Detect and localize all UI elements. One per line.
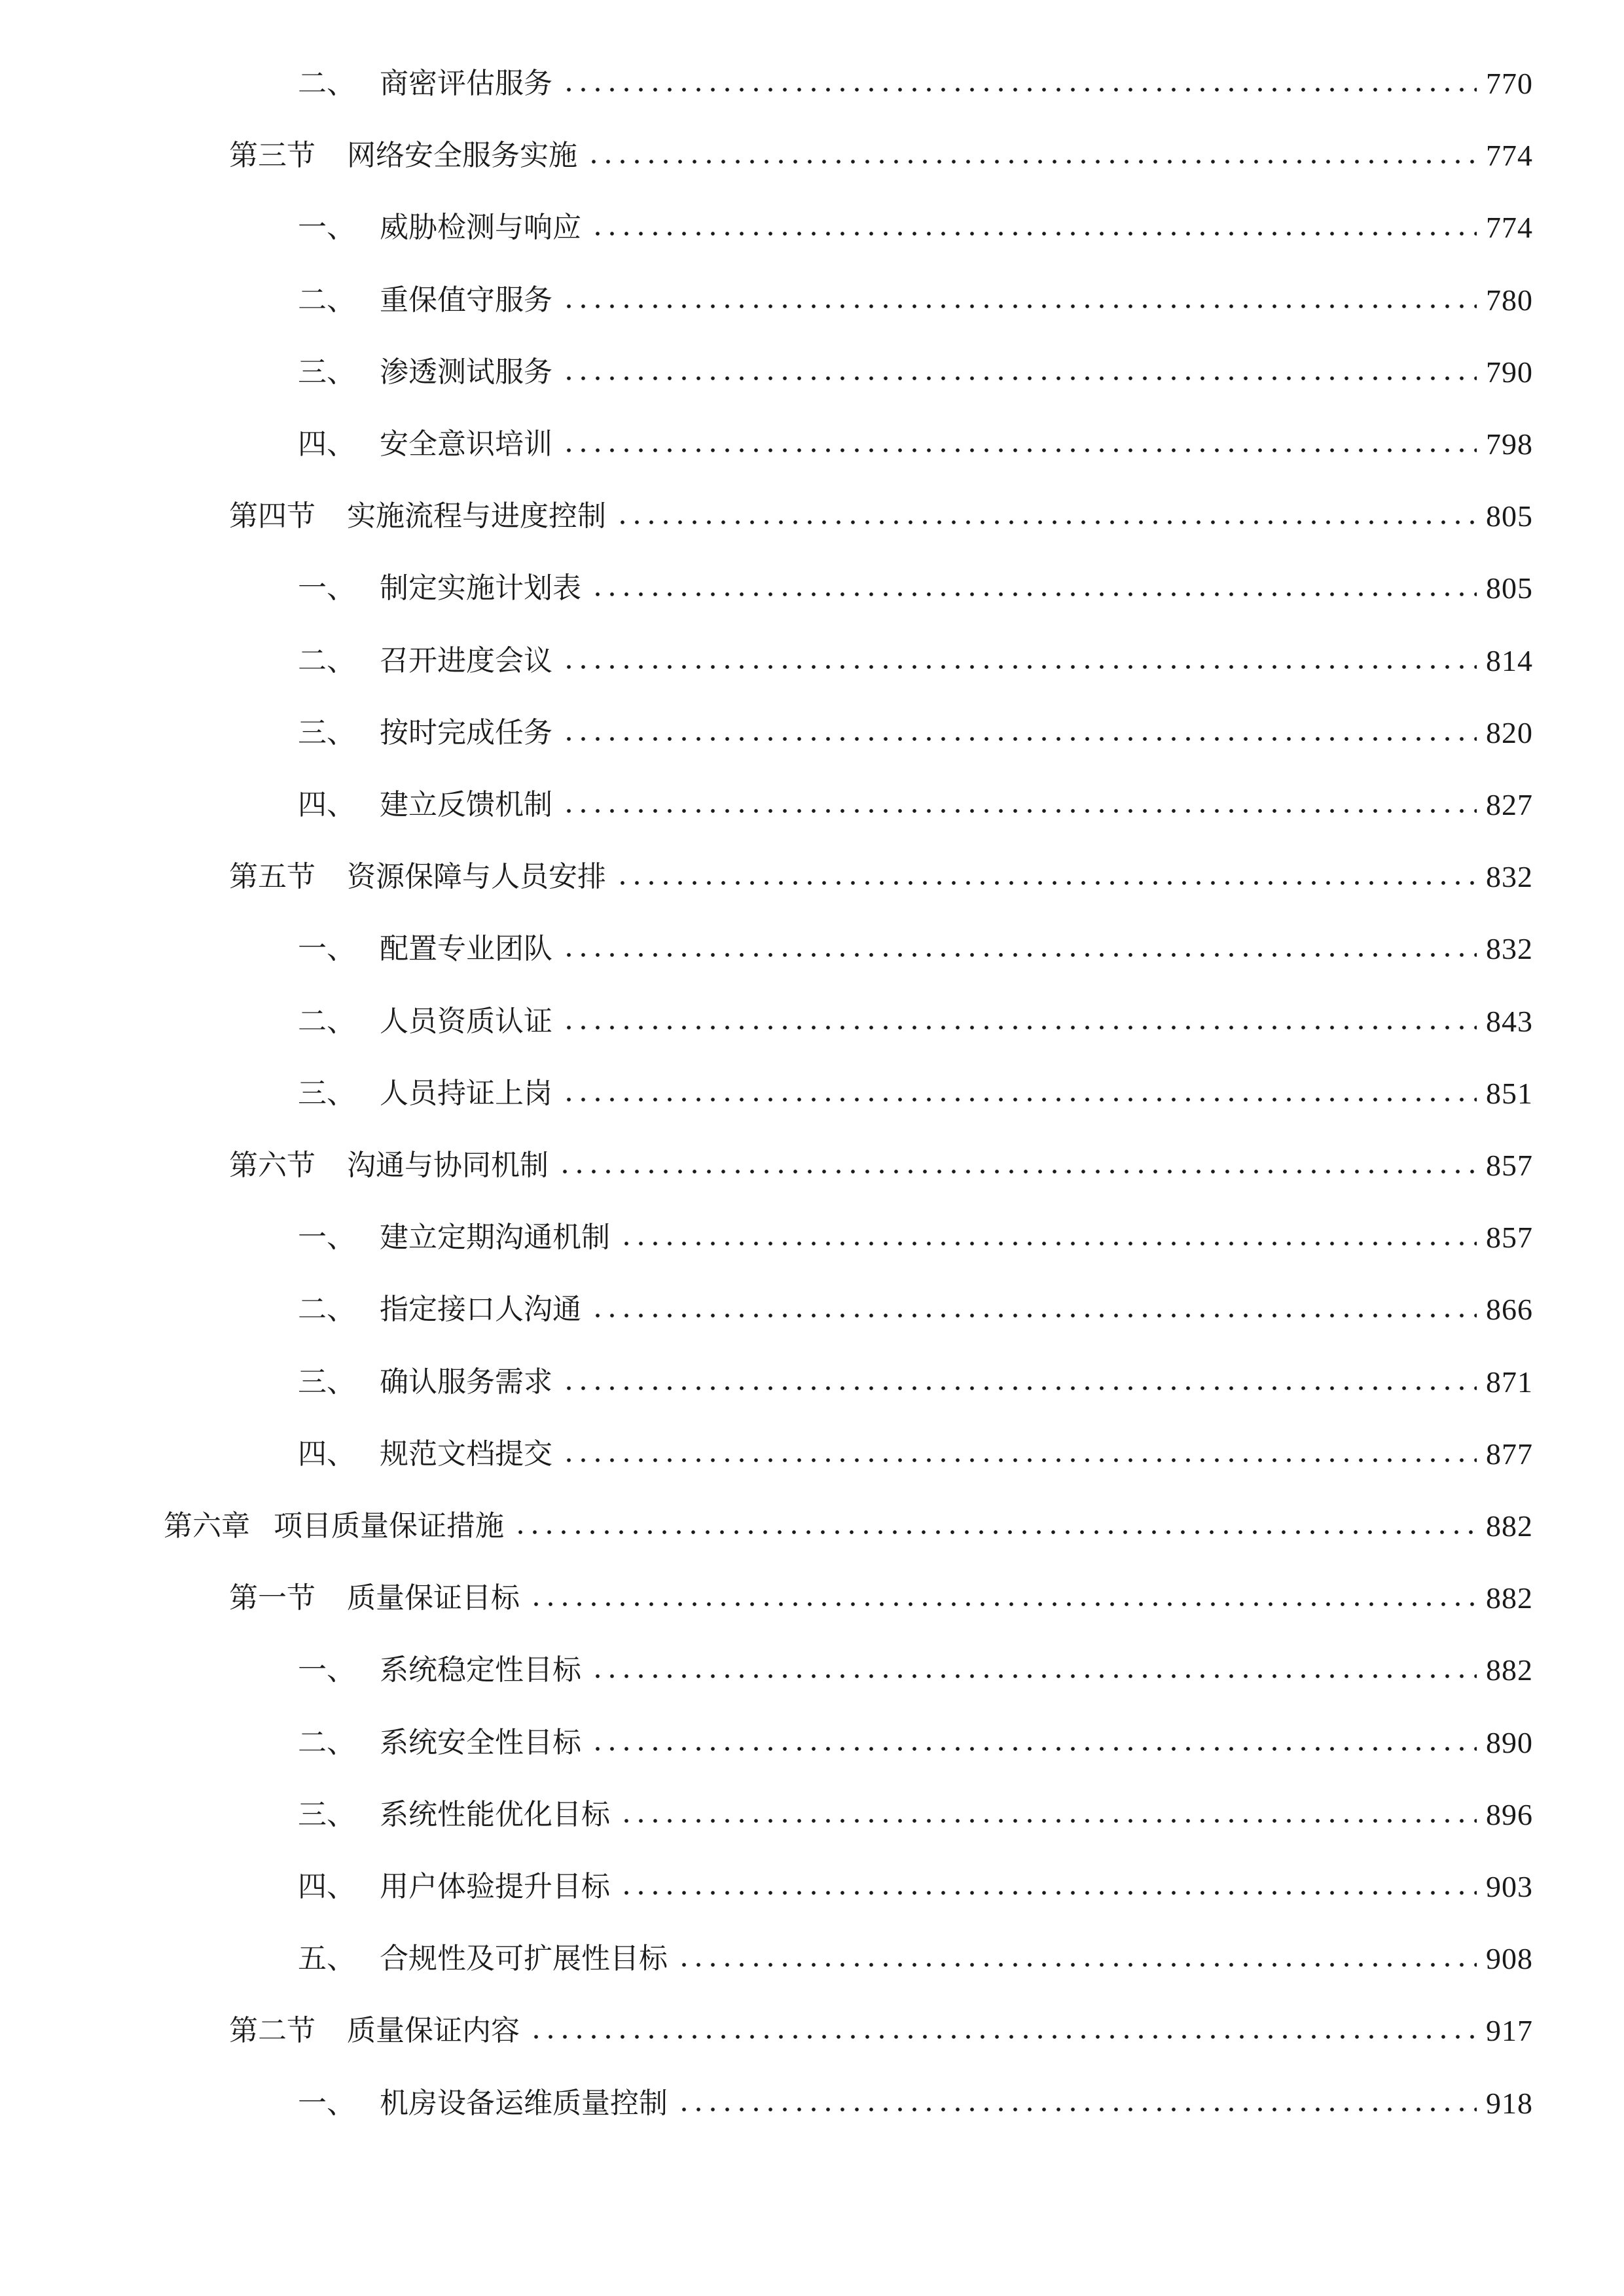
toc-entry-number: 一、: [298, 571, 355, 605]
toc-entry[interactable]: [298, 1274, 1533, 1346]
toc-entry-page: 770: [1486, 67, 1533, 100]
dot-leader: [590, 213, 1477, 242]
toc-entry-page: 832: [1486, 860, 1533, 894]
toc-entry-number: 一、: [298, 1221, 355, 1255]
toc-entry-number: 二、: [298, 1293, 355, 1327]
toc-entry[interactable]: [298, 1634, 1533, 1706]
toc-entry[interactable]: [229, 120, 1533, 192]
toc-entry-title: 合规性及可扩展性目标: [380, 1942, 668, 1976]
toc-entry[interactable]: [229, 1562, 1533, 1634]
toc-entry-title: 制定实施计划表: [380, 571, 581, 605]
toc-entry-number: 三、: [298, 1365, 355, 1399]
toc-entry-number: 二、: [298, 283, 355, 317]
toc-entry-title: 建立反馈机制: [380, 788, 552, 821]
dot-leader: [615, 863, 1477, 891]
toc-entry[interactable]: [298, 1779, 1533, 1851]
toc-entry-page: 805: [1486, 571, 1533, 605]
dot-leader: [562, 69, 1477, 98]
toc-entry-number: 二、: [298, 643, 355, 677]
dot-leader: [590, 1656, 1477, 1685]
toc-entry-page: 908: [1486, 1942, 1533, 1976]
toc-entry-page: 918: [1486, 2086, 1533, 2120]
toc-entry-number: 四、: [298, 1870, 355, 1903]
toc-entry[interactable]: [298, 1418, 1533, 1490]
toc-entry-page: 882: [1486, 1509, 1533, 1543]
toc-entry-title: 召开进度会议: [380, 643, 552, 677]
toc-entry[interactable]: [298, 48, 1533, 120]
dot-leader: [558, 1151, 1477, 1180]
dot-leader: [590, 1729, 1477, 1757]
toc-entry-number: 五、: [298, 1942, 355, 1976]
toc-entry-title: 商密评估服务: [380, 67, 552, 100]
toc-entry-page: 851: [1486, 1076, 1533, 1110]
toc-entry-number: 第五节: [229, 860, 316, 894]
toc-entry-page: 774: [1486, 211, 1533, 245]
toc-entry-page: 820: [1486, 715, 1533, 749]
dot-leader: [562, 935, 1477, 963]
toc-entry-number: 一、: [298, 1653, 355, 1687]
toc-entry-page: 814: [1486, 643, 1533, 677]
toc-entry[interactable]: [298, 264, 1533, 336]
toc-entry-title: 沟通与协同机制: [347, 1149, 549, 1182]
toc-entry[interactable]: [298, 1346, 1533, 1418]
toc-entry-title: 人员持证上岗: [380, 1076, 552, 1110]
toc-entry[interactable]: [298, 1707, 1533, 1779]
toc-entry-title: 系统性能优化目标: [380, 1797, 610, 1831]
toc-entry[interactable]: [298, 1851, 1533, 1923]
dot-leader: [562, 1079, 1477, 1108]
toc-entry[interactable]: [229, 841, 1533, 913]
toc-entry-title: 安全意识培训: [380, 427, 552, 461]
toc-entry-title: 人员资质认证: [380, 1004, 552, 1038]
toc-entry-page: 780: [1486, 283, 1533, 317]
dot-leader: [562, 647, 1477, 675]
dot-leader: [619, 1801, 1477, 1829]
toc-entry-title: 威胁检测与响应: [380, 211, 581, 245]
dot-leader: [619, 1223, 1477, 1252]
toc-entry-number: 四、: [298, 788, 355, 821]
toc-entry-number: 三、: [298, 715, 355, 749]
toc-entry-page: 896: [1486, 1797, 1533, 1831]
toc-entry[interactable]: [229, 1130, 1533, 1202]
toc-entry-number: 二、: [298, 1004, 355, 1038]
toc-entry-title: 规范文档提交: [380, 1437, 552, 1471]
dot-leader: [529, 2017, 1477, 2045]
toc-entry-number: 四、: [298, 1437, 355, 1471]
toc-entry-page: 774: [1486, 139, 1533, 173]
toc-entry[interactable]: [298, 408, 1533, 480]
toc-entry-page: 857: [1486, 1149, 1533, 1182]
toc-entry-number: 第三节: [229, 139, 316, 173]
toc-entry-title: 配置专业团队: [380, 932, 552, 966]
toc-entry-title: 项目质量保证措施: [274, 1509, 504, 1543]
toc-entry[interactable]: [298, 986, 1533, 1058]
toc-entry-number: 一、: [298, 211, 355, 245]
toc-entry-title: 重保值守服务: [380, 283, 552, 317]
toc-entry[interactable]: [229, 1995, 1533, 2067]
dot-leader: [615, 502, 1477, 531]
toc-entry-page: 857: [1486, 1221, 1533, 1255]
toc-entry-title: 指定接口人沟通: [380, 1293, 581, 1327]
toc-entry-title: 机房设备运维质量控制: [380, 2086, 668, 2120]
toc-entry[interactable]: [298, 1058, 1533, 1130]
toc-entry-page: 790: [1486, 355, 1533, 389]
toc-entry-number: 四、: [298, 427, 355, 461]
toc-entry-title: 系统安全性目标: [380, 1725, 581, 1759]
toc-entry[interactable]: [298, 1202, 1533, 1274]
toc-entry[interactable]: [298, 2068, 1533, 2140]
toc-entry-number: 三、: [298, 1797, 355, 1831]
toc-entry-title: 按时完成任务: [380, 715, 552, 749]
toc-entry-page: 903: [1486, 1870, 1533, 1903]
toc-entry-page: 805: [1486, 499, 1533, 533]
dot-leader: [562, 1007, 1477, 1036]
dot-leader: [619, 1873, 1477, 1901]
toc-entry-page: 798: [1486, 427, 1533, 461]
dot-leader: [586, 141, 1477, 170]
toc-entry-title: 网络安全服务实施: [347, 139, 577, 173]
toc-entry[interactable]: [164, 1490, 1533, 1562]
toc-entry-page: 890: [1486, 1725, 1533, 1759]
toc-entry-number: 二、: [298, 67, 355, 100]
toc-entry-page: 917: [1486, 2014, 1533, 2048]
toc-entry-title: 质量保证目标: [347, 1581, 520, 1615]
dot-leader: [562, 358, 1477, 387]
toc-entry-page: 827: [1486, 788, 1533, 821]
toc-entry-page: 866: [1486, 1293, 1533, 1327]
dot-leader: [562, 719, 1477, 747]
toc-entry-number: 第六节: [229, 1149, 316, 1182]
toc-entry-page: 882: [1486, 1653, 1533, 1687]
dot-leader: [562, 1440, 1477, 1469]
toc-entry[interactable]: [298, 192, 1533, 264]
dot-leader: [677, 2089, 1477, 2118]
toc-entry-title: 系统稳定性目标: [380, 1653, 581, 1687]
toc-entry-number: 一、: [298, 932, 355, 966]
dot-leader: [590, 1295, 1477, 1324]
toc-entry-title: 渗透测试服务: [380, 355, 552, 389]
toc-entry-number: 三、: [298, 355, 355, 389]
dot-leader: [513, 1512, 1477, 1541]
dot-leader: [529, 1584, 1477, 1613]
toc-entry-title: 建立定期沟通机制: [380, 1221, 610, 1255]
toc-entry-title: 实施流程与进度控制: [347, 499, 606, 533]
toc-entry[interactable]: [298, 697, 1533, 769]
dot-leader: [677, 1945, 1477, 1973]
dot-leader: [590, 574, 1477, 603]
dot-leader: [562, 791, 1477, 819]
dot-leader: [562, 430, 1477, 459]
toc-entry[interactable]: [298, 769, 1533, 841]
toc-entry[interactable]: [229, 480, 1533, 552]
toc-entry-page: 843: [1486, 1004, 1533, 1038]
toc-entry[interactable]: [298, 913, 1533, 985]
toc-entry-title: 质量保证内容: [347, 2014, 520, 2048]
toc-entry[interactable]: [298, 552, 1533, 624]
toc-entry-number: 第一节: [229, 1581, 316, 1615]
toc-entry-number: 第二节: [229, 2014, 316, 2048]
toc-entry-number: 二、: [298, 1725, 355, 1759]
toc-entry-number: 一、: [298, 2086, 355, 2120]
toc-entry-page: 832: [1486, 932, 1533, 966]
toc-entry-page: 877: [1486, 1437, 1533, 1471]
toc-entry-number: 三、: [298, 1076, 355, 1110]
dot-leader: [562, 1368, 1477, 1397]
toc-entry[interactable]: [298, 336, 1533, 408]
toc-entry-title: 用户体验提升目标: [380, 1870, 610, 1903]
toc-entry-page: 882: [1486, 1581, 1533, 1615]
toc-entry-title: 资源保障与人员安排: [347, 860, 606, 894]
dot-leader: [562, 286, 1477, 315]
toc-entry-number: 第六章: [164, 1509, 250, 1543]
toc-entry[interactable]: [298, 625, 1533, 697]
toc-entry[interactable]: [298, 1923, 1533, 1995]
toc-entry-title: 确认服务需求: [380, 1365, 552, 1399]
toc-entry-number: 第四节: [229, 499, 316, 533]
toc-entry-page: 871: [1486, 1365, 1533, 1399]
